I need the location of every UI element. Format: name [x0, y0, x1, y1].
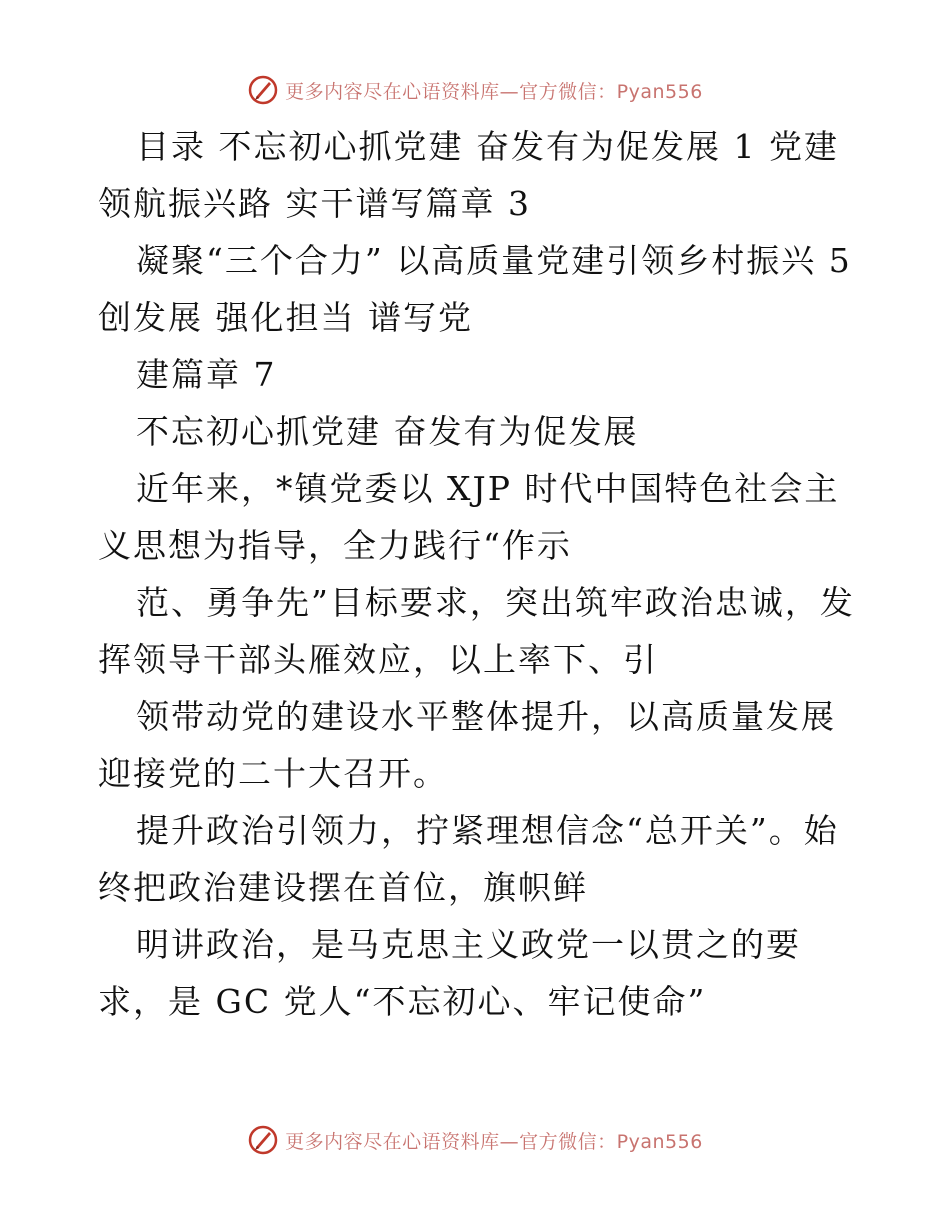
body-paragraph: 领带动党的建设水平整体提升，以高质量发展迎接党的二十大召开。: [98, 697, 836, 793]
quill-pen-logo-icon: [247, 74, 279, 106]
body-paragraph: 范、勇争先”目标要求，突出筑牢政治忠诚，发挥领导干部头雁效应，以上率下、引: [98, 583, 855, 679]
document-body: [98, 118, 858, 1030]
quill-pen-logo-icon: [247, 1124, 279, 1156]
header-watermark-text: 更多内容尽在心语资料库—官方微信：Pyan556: [285, 80, 703, 103]
body-paragraph: 明讲政治，是马克思主义政党一以贯之的要求，是 GC 党人“不忘初心、牢记使命”: [98, 925, 801, 1021]
footer-watermark-text: 更多内容尽在心语资料库—官方微信：Pyan556: [285, 1130, 703, 1153]
toc-line-3: 建篇章 7: [136, 355, 277, 394]
body-paragraph: 提升政治引领力，拧紧理想信念“总开关”。始终把政治建设摆在首位，旗帜鲜: [98, 811, 839, 907]
footer-watermark-banner: [0, 1120, 950, 1160]
header-watermark-banner: [0, 70, 950, 110]
body-paragraph: 近年来，*镇党委以 XJP 时代中国特色社会主义思想为指导，全力践行“作示: [98, 469, 840, 565]
toc-line-1: 目录 不忘初心抓党建 奋发有为促发展 1 党建领航振兴路 实干谱写篇章 3: [98, 127, 839, 223]
section-title: 不忘初心抓党建 奋发有为促发展: [136, 412, 639, 451]
toc-line-2: 凝聚“三个合力” 以高质量党建引领乡村振兴 5 创发展 强化担当 谱写党: [98, 241, 852, 337]
